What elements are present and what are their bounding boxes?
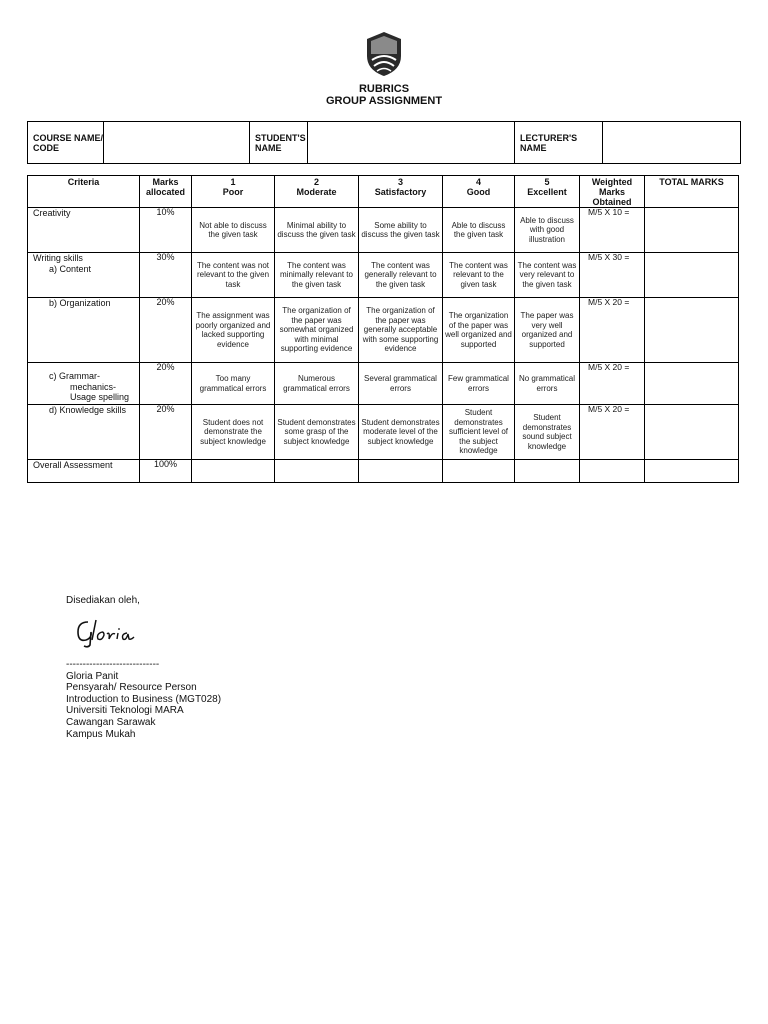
course-value-field[interactable] xyxy=(104,122,250,164)
total-cell[interactable] xyxy=(645,405,739,460)
student-label: STUDENT'S NAME xyxy=(250,122,308,164)
score-4-cell: Able to discuss the given task xyxy=(443,208,515,253)
score-1-cell xyxy=(192,460,275,483)
total-header: TOTAL MARKS xyxy=(645,176,739,208)
criteria-cell xyxy=(28,363,140,405)
score-4-cell: The organization of the paper was well organized and supported xyxy=(443,298,515,363)
rubric-table xyxy=(27,175,739,483)
signatory-university: Universiti Teknologi MARA xyxy=(66,705,184,717)
marks-cell: 30% xyxy=(140,253,192,298)
score-2-cell: The content was minimally relevant to the given task xyxy=(275,253,359,298)
lecturer-value-field[interactable] xyxy=(603,122,741,164)
marks-cell: 20% xyxy=(140,298,192,363)
weighted-cell[interactable]: M/5 X 20 = xyxy=(580,405,645,460)
total-cell[interactable] xyxy=(645,363,739,405)
score-3-cell: The organization of the paper was generally acceptable with some supporting evidence xyxy=(359,298,443,363)
score-2-cell: Minimal ability to discuss the given task xyxy=(275,208,359,253)
weighted-cell[interactable]: M/5 X 10 = xyxy=(580,208,645,253)
score-4-cell: Student demonstrates sufficient level of the subject knowledge xyxy=(443,405,515,460)
score-5-cell: Able to discuss with good illustration xyxy=(515,208,580,253)
criteria-sub-label: a) Content xyxy=(49,263,92,274)
score-5-cell xyxy=(515,460,580,483)
criteria-sub-label: c) Grammar- xyxy=(49,371,100,381)
score-5-cell: The paper was very well organized and supported xyxy=(515,298,580,363)
marks-cell: 10% xyxy=(140,208,192,253)
score-3-cell: The content was generally relevant to the given task xyxy=(359,253,443,298)
table-row xyxy=(28,208,739,253)
criteria-header: Criteria xyxy=(28,176,140,208)
prepared-by-label: Disediakan oleh, xyxy=(66,595,140,606)
score-4-header: 4 Good xyxy=(443,176,515,208)
signatory-campus: Kampus Mukah xyxy=(66,728,136,740)
score-1-cell: Student does not demonstrate the subject knowledge xyxy=(192,405,275,460)
weighted-cell[interactable]: M/5 X 20 = xyxy=(580,363,645,405)
page-subtitle: GROUP ASSIGNMENT xyxy=(325,95,443,107)
score-3-cell: Some ability to discuss the given task xyxy=(359,208,443,253)
score-1-header: 1 Poor xyxy=(192,176,275,208)
weighted-cell[interactable]: M/5 X 30 = xyxy=(580,253,645,298)
table-row xyxy=(28,298,739,363)
total-cell[interactable] xyxy=(645,298,739,363)
criteria-main-label: Writing skills xyxy=(33,253,83,263)
signatory-name: Gloria Panit xyxy=(66,670,119,682)
score-3-header: 3 Satisfactory xyxy=(359,176,443,208)
score-4-cell: The content was relevant to the given task xyxy=(443,253,515,298)
signatory-branch: Cawangan Sarawak xyxy=(66,716,156,728)
info-table xyxy=(27,121,741,164)
score-2-cell: Student demonstrates some grasp of the subject knowledge xyxy=(275,405,359,460)
criteria-cell xyxy=(28,298,140,363)
score-1-cell: Not able to discuss the given task xyxy=(192,208,275,253)
marks-cell: 100% xyxy=(140,460,192,483)
score-5-cell: Student demonstrates sound subject knowledge xyxy=(515,405,580,460)
score-2-cell xyxy=(275,460,359,483)
signatory-course: Introduction to Business (MGT028) xyxy=(66,693,222,705)
score-3-cell: Several grammatical errors xyxy=(359,363,443,405)
marks-cell: 20% xyxy=(140,405,192,460)
signature-dashes: ---------------------------- xyxy=(66,659,160,670)
criteria-cell xyxy=(28,405,140,460)
table-row xyxy=(28,363,739,405)
table-row xyxy=(28,405,739,460)
score-2-cell: Numerous grammatical errors xyxy=(275,363,359,405)
marks-header: Marks allocated xyxy=(140,176,192,208)
score-1-cell: The content was not relevant to the given task xyxy=(192,253,275,298)
lecturer-label: LECTURER'S NAME xyxy=(515,122,603,164)
table-row xyxy=(28,253,739,298)
marks-cell: 20% xyxy=(140,363,192,405)
score-4-cell: Few grammatical errors xyxy=(443,363,515,405)
score-4-cell xyxy=(443,460,515,483)
total-cell[interactable] xyxy=(645,208,739,253)
total-cell[interactable] xyxy=(645,253,739,298)
criteria-cell xyxy=(28,253,140,298)
criteria-cell: Overall Assessment xyxy=(28,460,140,483)
uitm-logo-icon xyxy=(364,30,404,78)
weighted-header: Weighted Marks Obtained xyxy=(580,176,645,208)
criteria-sub-label: b) Organization xyxy=(49,298,111,308)
student-value-field[interactable] xyxy=(308,122,515,164)
score-1-cell: Too many grammatical errors xyxy=(192,363,275,405)
handwritten-signature xyxy=(74,612,144,648)
score-5-header: 5 Excellent xyxy=(515,176,580,208)
signatory-details xyxy=(66,659,221,740)
criteria-sub-label: Usage spelling xyxy=(70,392,130,402)
score-2-cell: The organization of the paper was somewhat organized with minimal supporting evidence xyxy=(275,298,359,363)
total-cell[interactable] xyxy=(645,460,739,483)
score-3-cell: Student demonstrates moderate level of the subject knowledge xyxy=(359,405,443,460)
rubric-header-row xyxy=(28,176,739,208)
criteria-sub-label: d) Knowledge skills xyxy=(49,405,127,415)
weighted-cell[interactable]: M/5 X 20 = xyxy=(580,298,645,363)
score-3-cell xyxy=(359,460,443,483)
table-row xyxy=(28,460,739,483)
course-label: COURSE NAME/ CODE xyxy=(28,122,104,164)
page-title: RUBRICS xyxy=(358,83,410,95)
score-2-header: 2 Moderate xyxy=(275,176,359,208)
score-5-cell: No grammatical errors xyxy=(515,363,580,405)
criteria-cell: Creativity xyxy=(28,208,140,253)
criteria-sub-label: mechanics- xyxy=(70,381,117,392)
score-5-cell: The content was very relevant to the given task xyxy=(515,253,580,298)
weighted-cell[interactable] xyxy=(580,460,645,483)
signatory-position: Pensyarah/ Resource Person xyxy=(66,682,197,694)
score-1-cell: The assignment was poorly organized and lacked supporting evidence xyxy=(192,298,275,363)
